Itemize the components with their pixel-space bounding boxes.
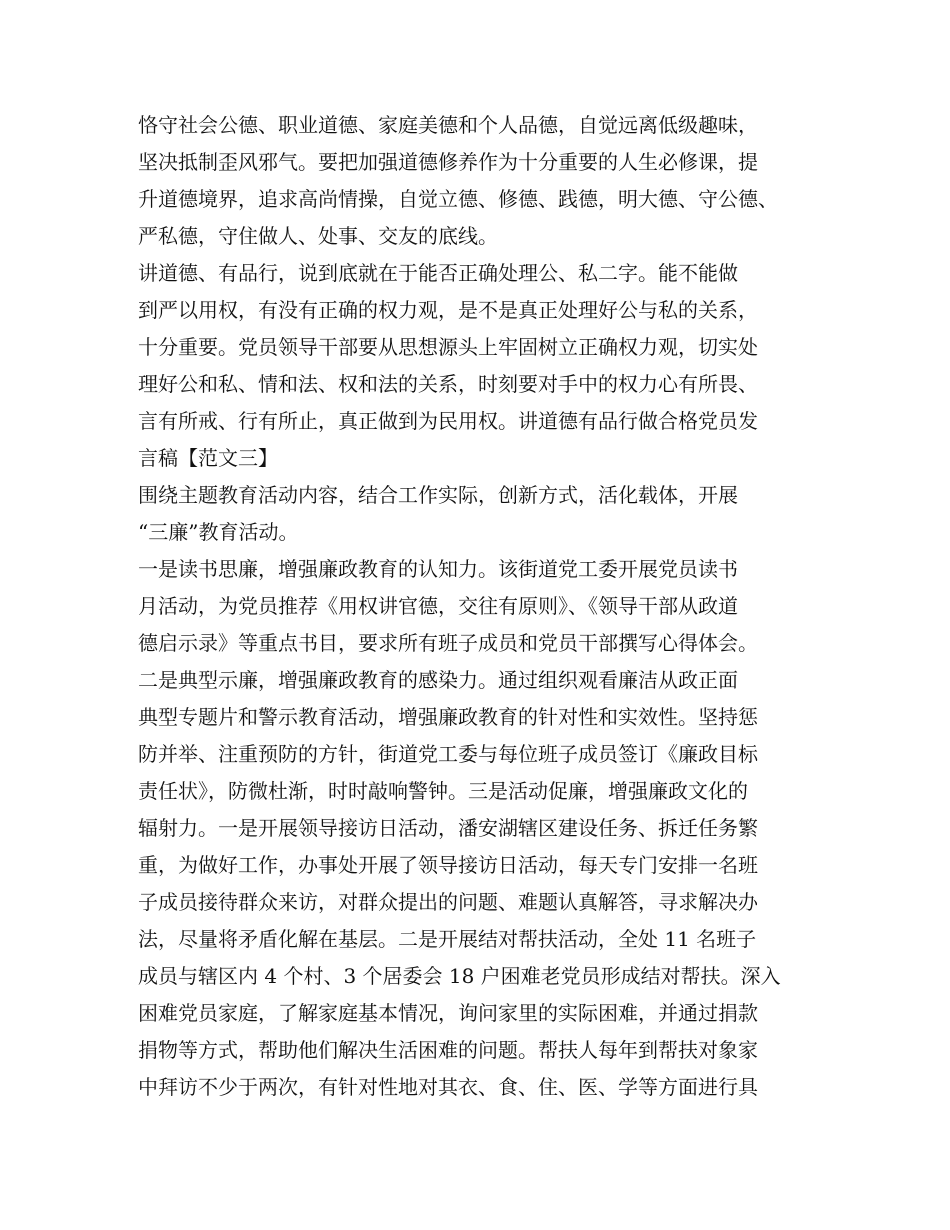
text-line: 恪守社会公德、职业道德、家庭美德和个人品德，自觉远离低级趣味， <box>138 113 758 137</box>
text-line: 一是读书思廉，增强廉政教育的认知力。该街道党工委开展党员读书 <box>138 557 738 581</box>
text-line: 升道德境界，追求高尚情操，自觉立德、修德、践德，明大德、守公德、 <box>138 187 778 211</box>
text-line: 二是典型示廉，增强廉政教育的感染力。通过组织观看廉洁从政正面 <box>138 668 738 692</box>
text-line: 典型专题片和警示教育活动，增强廉政教育的针对性和实效性。坚持惩 <box>138 705 758 729</box>
text-line: 十分重要。党员领导干部要从思想源头上牢固树立正确权力观，切实处 <box>138 335 758 359</box>
text-line: 困难党员家庭，了解家庭基本情况，询问家里的实际困难，并通过捐款 <box>138 1001 758 1025</box>
text-line: 子成员接待群众来访，对群众提出的问题、难题认真解答，寻求解决办 <box>138 890 758 914</box>
text-line: 辐射力。一是开展领导接访日活动，潘安湖辖区建设任务、拆迁任务繁 <box>138 816 758 840</box>
text-line: 中拜访不少于两次，有针对性地对其衣、食、住、医、学等方面进行具 <box>138 1075 758 1099</box>
text-line: 坚决抵制歪风邪气。要把加强道德修养作为十分重要的人生必修课，提 <box>138 150 758 174</box>
text-line: 德启示录》等重点书目，要求所有班子成员和党员干部撰写心得体会。 <box>138 631 758 655</box>
text-line: 法，尽量将矛盾化解在基层。二是开展结对帮扶活动，全处 11 名班子 <box>138 927 757 951</box>
text-line: 围绕主题教育活动内容，结合工作实际，创新方式，活化载体，开展 <box>138 483 738 507</box>
text-line: 理好公和私、情和法、权和法的关系，时刻要对手中的权力心有所畏、 <box>138 372 758 396</box>
text-line: 言有所戒、行有所止，真正做到为民用权。讲道德有品行做合格党员发 <box>138 409 758 433</box>
text-line: 到严以用权，有没有正确的权力观，是不是真正处理好公与私的关系， <box>138 298 758 322</box>
text-line: 讲道德、有品行，说到底就在于能否正确处理公、私二字。能不能做 <box>138 261 738 285</box>
text-line: “三廉”教育活动。 <box>138 520 299 544</box>
text-line: 责任状》，防微杜渐，时时敲响警钟。三是活动促廉，增强廉政文化的 <box>138 779 748 803</box>
text-line: 月活动，为党员推荐《用权讲官德，交往有原则》、《领导干部从政道 <box>138 594 738 618</box>
text-line: 严私德，守住做人、处事、交友的底线。 <box>138 224 498 248</box>
text-line: 捐物等方式，帮助他们解决生活困难的问题。帮扶人每年到帮扶对象家 <box>138 1038 758 1062</box>
text-line: 重，为做好工作，办事处开展了领导接访日活动，每天专门安排一名班 <box>138 853 758 877</box>
text-line: 言稿【范文三】 <box>138 446 278 470</box>
text-line: 成员与辖区内 4 个村、3 个居委会 18 户困难老党员形成结对帮扶。深入 <box>138 964 781 988</box>
text-line: 防并举、注重预防的方针，街道党工委与每位班子成员签订《廉政目标 <box>138 742 758 766</box>
